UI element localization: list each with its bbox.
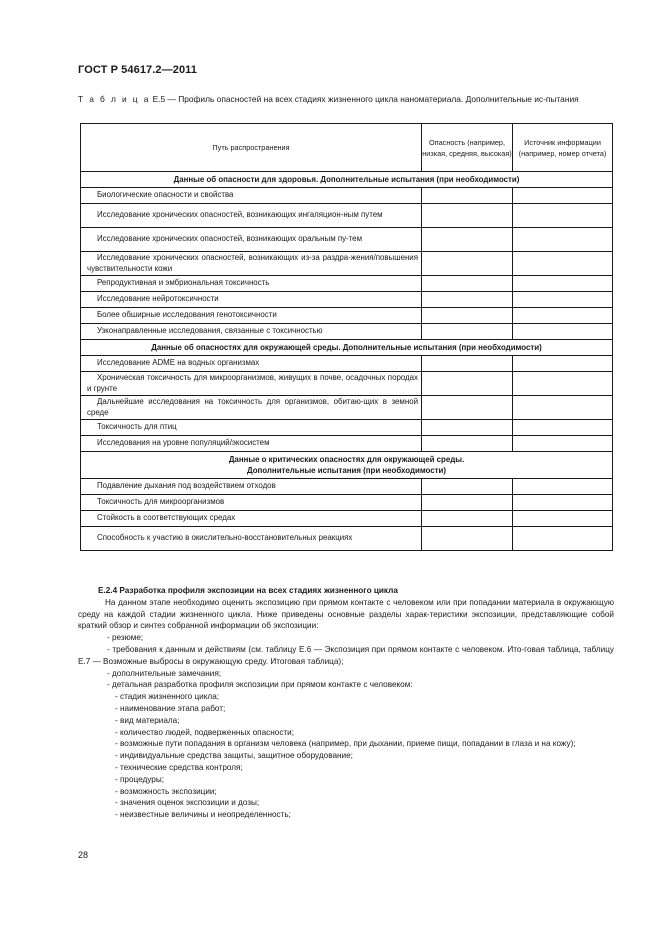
table-row — [81, 356, 613, 372]
hazard-cell — [422, 356, 513, 372]
hazard-cell — [422, 292, 513, 308]
section-title-line: Данные об опасности для здоровья. Дополнительные испытания (при необходимости) — [173, 175, 520, 184]
path-cell — [81, 204, 422, 228]
sub-list-item: - неизвестные величины и неопределенность; — [115, 810, 291, 820]
sub-list-item: - индивидуальные средства защиты, защитное оборудование; — [115, 751, 353, 761]
section-header-row — [81, 172, 613, 188]
section-e24 — [78, 585, 614, 821]
sub-list-item: - вид материала; — [115, 715, 180, 725]
hazard-cell — [422, 204, 513, 228]
path-text: Способность к участию в окислительно-восстановительных реакциях — [97, 533, 353, 543]
section-title-line: Дополнительные испытания (при необходимости) — [246, 466, 447, 475]
list-item: - детальная разработка профиля экспозиции при прямом контакте с человеком: — [107, 680, 413, 690]
path-text: Исследование хронических опасностей, возникающих оральным пу-тем — [97, 234, 362, 244]
list-item: - дополнительные замечания; — [107, 668, 222, 678]
hazard-cell — [422, 396, 513, 420]
section-heading: Е.2.4 Разработка профиля экспозиции на всех стадиях жизненного цикла — [98, 586, 398, 595]
hazard-cell — [422, 420, 513, 436]
source-cell — [513, 479, 613, 495]
section-header-row — [81, 452, 613, 479]
hazard-cell — [422, 527, 513, 551]
sub-list-item: - возможные пути попадания в организм человека (например, при дыхании, приеме пищи, попадании в глаза и на кожу); — [115, 739, 576, 749]
source-cell — [513, 308, 613, 324]
path-text: Исследование хронических опасностей, возникающих из-за раздра-жения/повышения чувствительности кожи — [87, 253, 418, 273]
path-cell — [81, 479, 422, 495]
page-number: 28 — [78, 850, 89, 860]
source-cell — [513, 252, 613, 276]
path-text: Более обширные исследования генотоксичности — [97, 310, 277, 320]
sub-list-item: - наименование этапа работ; — [115, 703, 226, 713]
column-header-hazard: Опасность (например, низкая, средняя, высокая) — [422, 124, 513, 172]
hazard-cell — [422, 436, 513, 452]
path-text: Стойкость в соответствующих средах — [97, 513, 236, 523]
path-cell — [81, 356, 422, 372]
section-title-line: Данные об опасностях для окружающей среды. Дополнительные испытания (при необходимости) — [151, 343, 542, 352]
hazard-cell — [422, 324, 513, 340]
hazard-cell — [422, 276, 513, 292]
column-header-path: Путь распространения — [81, 124, 422, 172]
path-cell — [81, 228, 422, 252]
table-caption — [78, 93, 614, 105]
sub-list-item: - значения оценок экспозиции и дозы; — [115, 798, 260, 808]
column-header-source: Источник информации (например, номер отчета) — [513, 124, 613, 172]
table-row — [81, 324, 613, 340]
table-caption-label: Т а б л и ц а — [78, 94, 151, 104]
path-text: Дальнейшие исследования на токсичность для организмов, обитаю-щих в земной среде — [87, 397, 418, 417]
sub-list-item: - стадия жизненного цикла; — [115, 692, 220, 702]
table-row — [81, 188, 613, 204]
source-cell — [513, 228, 613, 252]
table-row — [81, 396, 613, 420]
path-text: Репродуктивная и эмбриональная токсичность — [97, 278, 270, 288]
table-row — [81, 420, 613, 436]
section-header-row — [81, 340, 613, 356]
hazard-cell — [422, 188, 513, 204]
sub-list-item: - возможность экспозиции; — [115, 786, 217, 796]
path-cell — [81, 436, 422, 452]
section-title-line: Данные о критических опасностях для окружающей среды. — [228, 455, 465, 464]
table-row — [81, 276, 613, 292]
hazard-cell — [422, 308, 513, 324]
source-cell — [513, 292, 613, 308]
source-cell — [513, 436, 613, 452]
document-header: ГОСТ Р 54617.2—2011 — [78, 64, 198, 76]
path-cell — [81, 420, 422, 436]
source-cell — [513, 372, 613, 396]
hazard-profile-table — [80, 123, 613, 551]
hazard-cell — [422, 228, 513, 252]
source-cell — [513, 324, 613, 340]
hazard-cell — [422, 511, 513, 527]
path-cell — [81, 324, 422, 340]
sub-list-item: - количество людей, подверженных опасности; — [115, 727, 295, 737]
source-cell — [513, 396, 613, 420]
table-body — [81, 172, 613, 551]
source-cell — [513, 527, 613, 551]
path-cell — [81, 396, 422, 420]
path-text: Биологические опасности и свойства — [97, 190, 234, 200]
hazard-cell — [422, 252, 513, 276]
table-caption-text: Е.5 — Профиль опасностей на всех стадиях жизненного цикла наноматериала. Дополнительные ис-пытания — [150, 94, 579, 104]
table-row — [81, 292, 613, 308]
path-cell — [81, 252, 422, 276]
section-intro-paragraph: На данном этапе необходимо оценить экспозицию при прямом контакте с человеком или при попадании материала в окружающую среду на каждой стадии жизненного цикла. Ниже приведены основные разделы харак-теристики экспозиции, представляющие собой краткий обзор и синтез собранной информации об экспозиции: — [78, 597, 614, 631]
table-row — [81, 511, 613, 527]
table-row — [81, 436, 613, 452]
path-cell — [81, 495, 422, 511]
list-item: - требования к данным и действиям (см. таблицу Е.6 — Экспозиция при прямом контакте с человеком. Ито-говая таблица, таблицу Е.7 — Возможные выбросы в окружающую среду. Итоговая таблица); — [78, 644, 614, 666]
table-row — [81, 228, 613, 252]
hazard-cell — [422, 479, 513, 495]
hazard-cell — [422, 495, 513, 511]
table-row — [81, 308, 613, 324]
table-row — [81, 495, 613, 511]
source-cell — [513, 276, 613, 292]
sub-list-item: - процедуры; — [115, 774, 165, 784]
path-text: Исследования на уровне популяций/экосистем — [97, 438, 270, 448]
sub-list-item: - технические средства контроля; — [115, 762, 243, 772]
source-cell — [513, 420, 613, 436]
section-title — [81, 172, 613, 188]
path-text: Исследование нейротоксичности — [97, 294, 219, 304]
table-row — [81, 527, 613, 551]
path-cell — [81, 527, 422, 551]
path-cell — [81, 308, 422, 324]
source-cell — [513, 511, 613, 527]
path-text: Узконаправленные исследования, связанные с токсичностью — [97, 326, 323, 336]
source-cell — [513, 204, 613, 228]
section-title — [81, 452, 613, 479]
list-item: - резюме; — [107, 633, 144, 643]
path-cell — [81, 372, 422, 396]
path-cell — [81, 292, 422, 308]
source-cell — [513, 495, 613, 511]
path-cell — [81, 188, 422, 204]
section-title — [81, 340, 613, 356]
path-text: Хроническая токсичность для микроорганизмов, живущих в почве, осадочных породах и грунте — [87, 373, 418, 393]
table-row — [81, 372, 613, 396]
table-row — [81, 252, 613, 276]
hazard-cell — [422, 372, 513, 396]
source-cell — [513, 356, 613, 372]
requirements-list — [78, 632, 614, 691]
path-text: Токсичность для птиц — [97, 422, 177, 432]
path-cell — [81, 276, 422, 292]
path-text: Исследование ADME на водных организмах — [97, 358, 260, 368]
path-text: Подавление дыхания под воздействием отходов — [97, 481, 276, 491]
path-text: Исследование хронических опасностей, возникающих ингаляцион-ным путем — [97, 210, 383, 220]
table-row — [81, 479, 613, 495]
exposure-details-list — [78, 691, 614, 821]
path-cell — [81, 511, 422, 527]
source-cell — [513, 188, 613, 204]
path-text: Токсичность для микроорганизмов — [97, 497, 225, 507]
table-row — [81, 204, 613, 228]
